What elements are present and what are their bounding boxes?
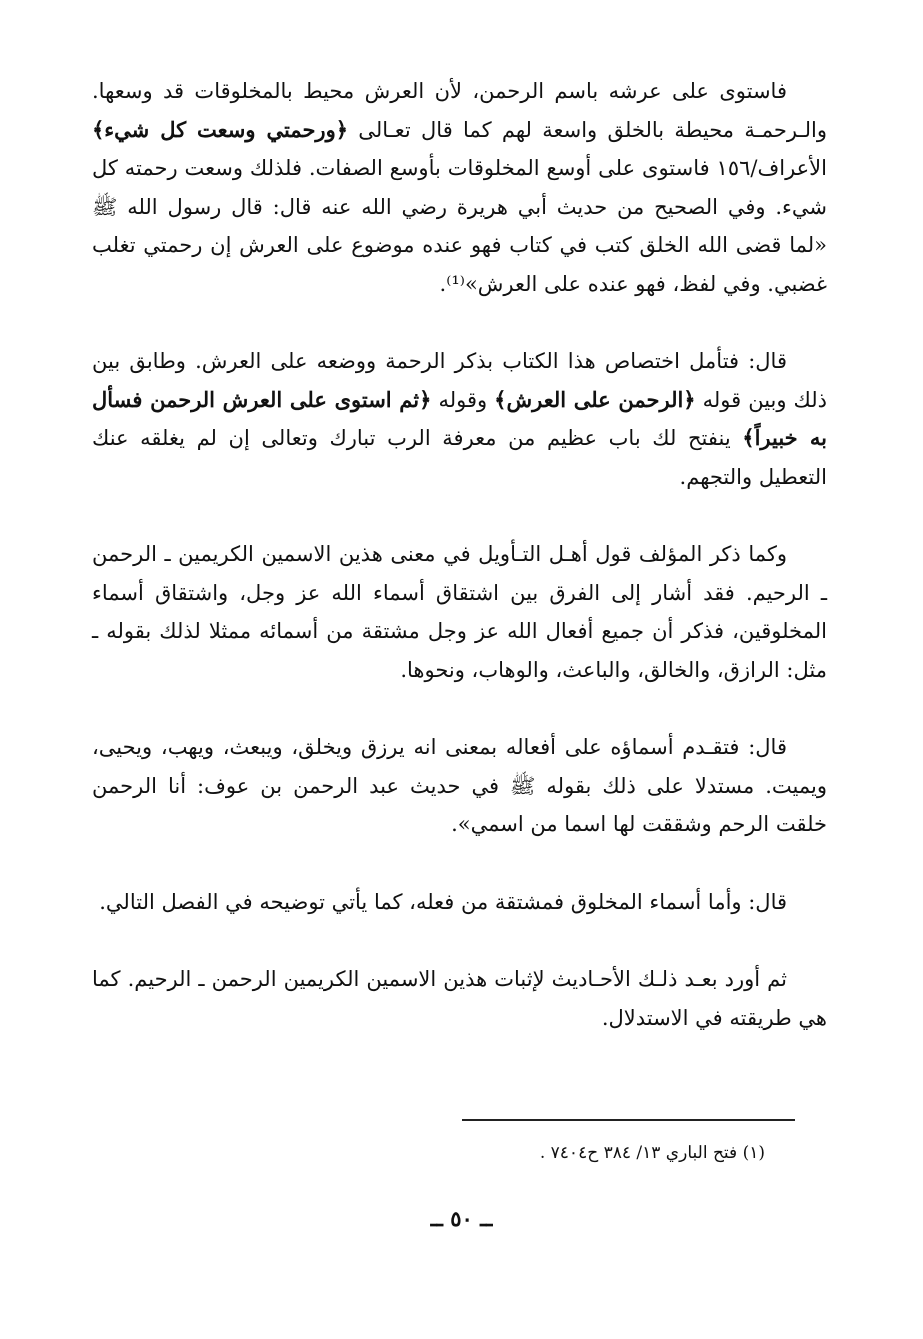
paragraph-2-text-1: قال: فتأمل اختصاص هذا الكتاب بذكر الرحمة ووضعه على العرش. وطابق بين ذلك وبين قوله: [92, 349, 827, 412]
main-text: [92, 72, 827, 1076]
footnote: (١) فتح الباري ١٣/ ٣٨٤ ح٧٤٠٤ .: [539, 1143, 765, 1163]
paragraph-2: [92, 342, 827, 496]
quran-verse-thumma-istawa: ﴿ثم استوى على العرش الرحمن فسأل به خبيراً﴾: [92, 386, 828, 450]
paragraph-5-text: قال: وأما أسماء المخلوق فمشتقة من فعله، كما يأتي توضيحه في الفصل التالي.: [99, 889, 787, 914]
paragraph-1-text-2: الأعراف/١٥٦ فاستوى على أوسع المخلوقات بأوسع الصفات. فلذلك وسعت رحمته كل شيء. وفي الصحيح من حديث أبي هريرة رضي الله عنه قال: قال رسول الله ﷺ «لما قضى الله الخلق كتب في كتاب فهو عنده موضوع على العرش إن رحمتي تغلب غضبي. وفي لفظ، فهو عنده على العرش»⁽¹⁾.: [92, 156, 827, 296]
paragraph-4-text: قال: فتقـدم أسماؤه على أفعاله بمعنى انه يرزق ويخلق، ويبعث، ويهب، ويحيى، ويميت. مستدلا على ذلك بقوله ﷺ في حديث عبد الرحمن بن عوف: أنا الرحمن خلقت الرحم وشققت لها اسما من اسمي».: [92, 735, 827, 836]
paragraph-3: [92, 535, 827, 689]
paragraph-6: [92, 960, 827, 1037]
paragraph-1-text-1: فاستوى على عرشه باسم الرحمن، لأن العرش محيط بالمخلوقات قد وسعها. والـرحمـة محيطة بالخلق واسعة لهم كما قال تعـالى: [92, 79, 827, 142]
paragraph-2-text-3: ينفتح لك باب عظيم من معرفة الرب تبارك وتعالى إن لم يغلقه عنك التعطيل والتجهم.: [92, 426, 827, 489]
footnote-divider: [462, 1119, 795, 1121]
quran-verse-al-rahman-ala-al-arsh: ﴿الرحمن على العرش﴾: [494, 386, 696, 412]
paragraph-5: [92, 883, 827, 922]
paragraph-4: [92, 728, 827, 844]
quran-verse-rahmati: ﴿ورحمتي وسعت كل شيء﴾: [92, 116, 349, 142]
paragraph-1: [92, 72, 827, 303]
paragraph-6-text: ثم أورد بعـد ذلـك الأحـاديث لإثبات هذين الاسمين الكريمين الرحمن ـ الرحيم. كما هي طريقته في الاستدلال.: [92, 967, 827, 1030]
paragraph-2-text-2: وقوله: [431, 387, 495, 412]
paragraph-3-text: وكما ذكر المؤلف قول أهـل التـأويل في معنى هذين الاسمين الكريمين ـ الرحمن ـ الرحيم. فقد أشار إلى الفرق بين اشتقاق أسماء الله عز وجل، واشتقاق أسماء المخلوقين، فذكر أن جميع أفعال الله عز وجل مشتقة من أسمائه ممثلا لذلك بقوله ـ مثل: الرازق، والخالق، والباعث، والوهاب، ونحوها.: [92, 542, 827, 682]
page-number: ــ ٥٠ ــ: [430, 1206, 493, 1231]
